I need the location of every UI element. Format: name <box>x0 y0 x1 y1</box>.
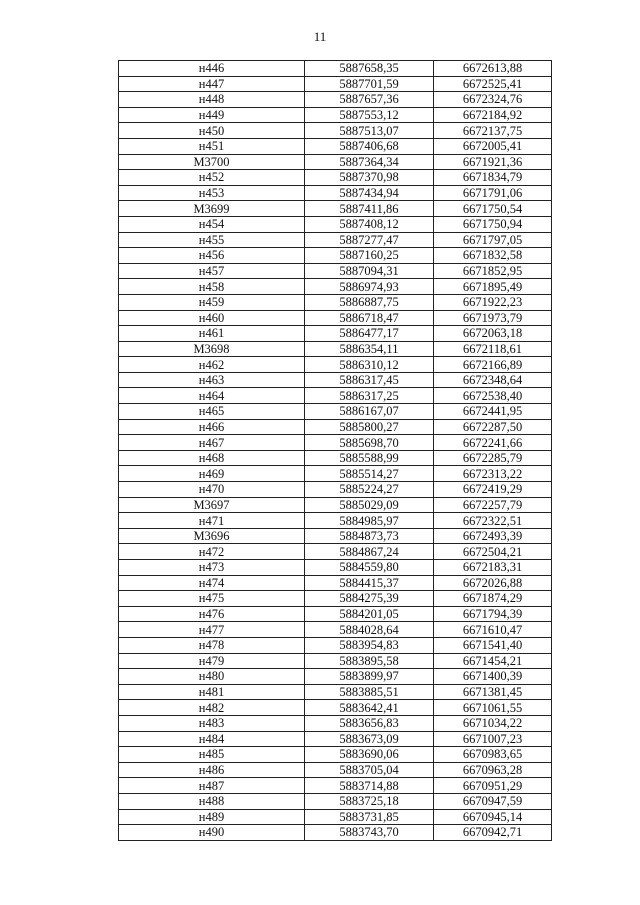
y-coordinate-cell: 6671007,23 <box>434 731 552 747</box>
point-name-cell: н473 <box>119 560 305 576</box>
x-coordinate-cell: 5887434,94 <box>305 185 434 201</box>
y-coordinate-cell: 6671061,55 <box>434 700 552 716</box>
table-row <box>119 513 552 529</box>
point-name-cell: н461 <box>119 326 305 342</box>
y-coordinate-cell: 6671400,39 <box>434 669 552 685</box>
y-coordinate-cell: 6672166,89 <box>434 357 552 373</box>
table-row <box>119 341 552 357</box>
x-coordinate-cell: 5883725,18 <box>305 793 434 809</box>
table-row <box>119 622 552 638</box>
y-coordinate-cell: 6672026,88 <box>434 575 552 591</box>
x-coordinate-cell: 5887406,68 <box>305 138 434 154</box>
coordinates-table <box>118 60 552 841</box>
point-name-cell: н456 <box>119 248 305 264</box>
table-row <box>119 419 552 435</box>
table-row <box>119 560 552 576</box>
point-name-cell: М3697 <box>119 497 305 513</box>
x-coordinate-cell: 5883885,51 <box>305 684 434 700</box>
table-row <box>119 606 552 622</box>
x-coordinate-cell: 5887370,98 <box>305 170 434 186</box>
x-coordinate-cell: 5887364,34 <box>305 154 434 170</box>
point-name-cell: н460 <box>119 310 305 326</box>
table-row <box>119 497 552 513</box>
point-name-cell: н474 <box>119 575 305 591</box>
point-name-cell: н446 <box>119 61 305 77</box>
table-row <box>119 279 552 295</box>
y-coordinate-cell: 6671610,47 <box>434 622 552 638</box>
point-name-cell: н470 <box>119 482 305 498</box>
x-coordinate-cell: 5885588,99 <box>305 450 434 466</box>
y-coordinate-cell: 6672613,88 <box>434 61 552 77</box>
y-coordinate-cell: 6671832,58 <box>434 248 552 264</box>
point-name-cell: н457 <box>119 263 305 279</box>
y-coordinate-cell: 6672005,41 <box>434 138 552 154</box>
y-coordinate-cell: 6672118,61 <box>434 341 552 357</box>
table-row <box>119 684 552 700</box>
x-coordinate-cell: 5887658,35 <box>305 61 434 77</box>
table-row <box>119 201 552 217</box>
y-coordinate-cell: 6672183,31 <box>434 560 552 576</box>
point-name-cell: н475 <box>119 591 305 607</box>
table-row <box>119 154 552 170</box>
point-name-cell: н448 <box>119 92 305 108</box>
x-coordinate-cell: 5885029,09 <box>305 497 434 513</box>
point-name-cell: н466 <box>119 419 305 435</box>
x-coordinate-cell: 5887701,59 <box>305 76 434 92</box>
y-coordinate-cell: 6672324,76 <box>434 92 552 108</box>
table-row <box>119 450 552 466</box>
table-row <box>119 669 552 685</box>
y-coordinate-cell: 6672137,75 <box>434 123 552 139</box>
y-coordinate-cell: 6672525,41 <box>434 76 552 92</box>
point-name-cell: н454 <box>119 216 305 232</box>
x-coordinate-cell: 5887408,12 <box>305 216 434 232</box>
point-name-cell: н484 <box>119 731 305 747</box>
x-coordinate-cell: 5886317,45 <box>305 372 434 388</box>
y-coordinate-cell: 6670942,71 <box>434 825 552 841</box>
table-row <box>119 700 552 716</box>
y-coordinate-cell: 6671834,79 <box>434 170 552 186</box>
x-coordinate-cell: 5885800,27 <box>305 419 434 435</box>
point-name-cell: н450 <box>119 123 305 139</box>
y-coordinate-cell: 6670963,28 <box>434 762 552 778</box>
point-name-cell: н455 <box>119 232 305 248</box>
point-name-cell: н479 <box>119 653 305 669</box>
y-coordinate-cell: 6671541,40 <box>434 637 552 653</box>
y-coordinate-cell: 6672257,79 <box>434 497 552 513</box>
table-row <box>119 76 552 92</box>
x-coordinate-cell: 5885514,27 <box>305 466 434 482</box>
y-coordinate-cell: 6672538,40 <box>434 388 552 404</box>
table-row <box>119 482 552 498</box>
x-coordinate-cell: 5887094,31 <box>305 263 434 279</box>
point-name-cell: н449 <box>119 107 305 123</box>
y-coordinate-cell: 6672419,29 <box>434 482 552 498</box>
y-coordinate-cell: 6670947,59 <box>434 793 552 809</box>
x-coordinate-cell: 5883690,06 <box>305 747 434 763</box>
table-row <box>119 294 552 310</box>
x-coordinate-cell: 5887513,07 <box>305 123 434 139</box>
x-coordinate-cell: 5886354,11 <box>305 341 434 357</box>
table-row <box>119 248 552 264</box>
table-row <box>119 435 552 451</box>
x-coordinate-cell: 5884985,97 <box>305 513 434 529</box>
x-coordinate-cell: 5883642,41 <box>305 700 434 716</box>
point-name-cell: н478 <box>119 637 305 653</box>
x-coordinate-cell: 5887411,86 <box>305 201 434 217</box>
x-coordinate-cell: 5886477,17 <box>305 326 434 342</box>
table-row <box>119 357 552 373</box>
x-coordinate-cell: 5884867,24 <box>305 544 434 560</box>
point-name-cell: н486 <box>119 762 305 778</box>
table-row <box>119 637 552 653</box>
y-coordinate-cell: 6671750,94 <box>434 216 552 232</box>
y-coordinate-cell: 6671797,05 <box>434 232 552 248</box>
point-name-cell: н469 <box>119 466 305 482</box>
table-row <box>119 575 552 591</box>
x-coordinate-cell: 5883954,83 <box>305 637 434 653</box>
table-row <box>119 528 552 544</box>
x-coordinate-cell: 5884873,73 <box>305 528 434 544</box>
x-coordinate-cell: 5884415,37 <box>305 575 434 591</box>
x-coordinate-cell: 5886167,07 <box>305 404 434 420</box>
coordinates-table-body <box>119 61 552 841</box>
point-name-cell: М3698 <box>119 341 305 357</box>
point-name-cell: н477 <box>119 622 305 638</box>
y-coordinate-cell: 6672063,18 <box>434 326 552 342</box>
x-coordinate-cell: 5883673,09 <box>305 731 434 747</box>
x-coordinate-cell: 5884201,05 <box>305 606 434 622</box>
y-coordinate-cell: 6672504,21 <box>434 544 552 560</box>
point-name-cell: н447 <box>119 76 305 92</box>
x-coordinate-cell: 5885224,27 <box>305 482 434 498</box>
page-number: 11 <box>313 29 327 44</box>
table-row <box>119 544 552 560</box>
x-coordinate-cell: 5886310,12 <box>305 357 434 373</box>
y-coordinate-cell: 6670983,65 <box>434 747 552 763</box>
y-coordinate-cell: 6671034,22 <box>434 715 552 731</box>
point-name-cell: н485 <box>119 747 305 763</box>
x-coordinate-cell: 5887277,47 <box>305 232 434 248</box>
table-row <box>119 170 552 186</box>
y-coordinate-cell: 6671791,06 <box>434 185 552 201</box>
point-name-cell: н472 <box>119 544 305 560</box>
y-coordinate-cell: 6672285,79 <box>434 450 552 466</box>
table-row <box>119 731 552 747</box>
table-row <box>119 92 552 108</box>
y-coordinate-cell: 6671921,36 <box>434 154 552 170</box>
point-name-cell: н451 <box>119 138 305 154</box>
x-coordinate-cell: 5883656,83 <box>305 715 434 731</box>
x-coordinate-cell: 5887553,12 <box>305 107 434 123</box>
y-coordinate-cell: 6672348,64 <box>434 372 552 388</box>
point-name-cell: М3699 <box>119 201 305 217</box>
point-name-cell: н487 <box>119 778 305 794</box>
point-name-cell: н468 <box>119 450 305 466</box>
point-name-cell: н452 <box>119 170 305 186</box>
x-coordinate-cell: 5883743,70 <box>305 825 434 841</box>
point-name-cell: н482 <box>119 700 305 716</box>
table-row <box>119 388 552 404</box>
x-coordinate-cell: 5886887,75 <box>305 294 434 310</box>
table-row <box>119 809 552 825</box>
table-row <box>119 715 552 731</box>
y-coordinate-cell: 6671973,79 <box>434 310 552 326</box>
table-row <box>119 762 552 778</box>
y-coordinate-cell: 6672441,95 <box>434 404 552 420</box>
x-coordinate-cell: 5883899,97 <box>305 669 434 685</box>
x-coordinate-cell: 5884559,80 <box>305 560 434 576</box>
table-row <box>119 591 552 607</box>
point-name-cell: М3696 <box>119 528 305 544</box>
table-row <box>119 653 552 669</box>
y-coordinate-cell: 6672313,22 <box>434 466 552 482</box>
y-coordinate-cell: 6672493,39 <box>434 528 552 544</box>
table-row <box>119 793 552 809</box>
table-row <box>119 61 552 77</box>
x-coordinate-cell: 5883895,58 <box>305 653 434 669</box>
y-coordinate-cell: 6671794,39 <box>434 606 552 622</box>
point-name-cell: н481 <box>119 684 305 700</box>
table-row <box>119 185 552 201</box>
x-coordinate-cell: 5884275,39 <box>305 591 434 607</box>
y-coordinate-cell: 6672287,50 <box>434 419 552 435</box>
point-name-cell: н489 <box>119 809 305 825</box>
table-row <box>119 404 552 420</box>
x-coordinate-cell: 5883731,85 <box>305 809 434 825</box>
table-row <box>119 466 552 482</box>
x-coordinate-cell: 5883705,04 <box>305 762 434 778</box>
x-coordinate-cell: 5886317,25 <box>305 388 434 404</box>
x-coordinate-cell: 5887657,36 <box>305 92 434 108</box>
y-coordinate-cell: 6672322,51 <box>434 513 552 529</box>
y-coordinate-cell: 6671454,21 <box>434 653 552 669</box>
point-name-cell: н467 <box>119 435 305 451</box>
point-name-cell: н483 <box>119 715 305 731</box>
x-coordinate-cell: 5885698,70 <box>305 435 434 451</box>
y-coordinate-cell: 6671895,49 <box>434 279 552 295</box>
table-row <box>119 107 552 123</box>
point-name-cell: н476 <box>119 606 305 622</box>
table-row <box>119 326 552 342</box>
y-coordinate-cell: 6671750,54 <box>434 201 552 217</box>
point-name-cell: н463 <box>119 372 305 388</box>
point-name-cell: н465 <box>119 404 305 420</box>
x-coordinate-cell: 5883714,88 <box>305 778 434 794</box>
point-name-cell: н453 <box>119 185 305 201</box>
y-coordinate-cell: 6671874,29 <box>434 591 552 607</box>
y-coordinate-cell: 6671922,23 <box>434 294 552 310</box>
table-row <box>119 778 552 794</box>
point-name-cell: н488 <box>119 793 305 809</box>
table-row <box>119 138 552 154</box>
point-name-cell: н459 <box>119 294 305 310</box>
table-row <box>119 372 552 388</box>
y-coordinate-cell: 6670951,29 <box>434 778 552 794</box>
y-coordinate-cell: 6671852,95 <box>434 263 552 279</box>
point-name-cell: н490 <box>119 825 305 841</box>
point-name-cell: н458 <box>119 279 305 295</box>
table-row <box>119 123 552 139</box>
y-coordinate-cell: 6670945,14 <box>434 809 552 825</box>
table-row <box>119 747 552 763</box>
table-row <box>119 310 552 326</box>
x-coordinate-cell: 5884028,64 <box>305 622 434 638</box>
point-name-cell: н480 <box>119 669 305 685</box>
x-coordinate-cell: 5887160,25 <box>305 248 434 264</box>
point-name-cell: н464 <box>119 388 305 404</box>
point-name-cell: н471 <box>119 513 305 529</box>
y-coordinate-cell: 6671381,45 <box>434 684 552 700</box>
point-name-cell: н462 <box>119 357 305 373</box>
x-coordinate-cell: 5886974,93 <box>305 279 434 295</box>
x-coordinate-cell: 5886718,47 <box>305 310 434 326</box>
table-row <box>119 825 552 841</box>
table-row <box>119 216 552 232</box>
point-name-cell: М3700 <box>119 154 305 170</box>
table-row <box>119 232 552 248</box>
y-coordinate-cell: 6672184,92 <box>434 107 552 123</box>
table-row <box>119 263 552 279</box>
y-coordinate-cell: 6672241,66 <box>434 435 552 451</box>
